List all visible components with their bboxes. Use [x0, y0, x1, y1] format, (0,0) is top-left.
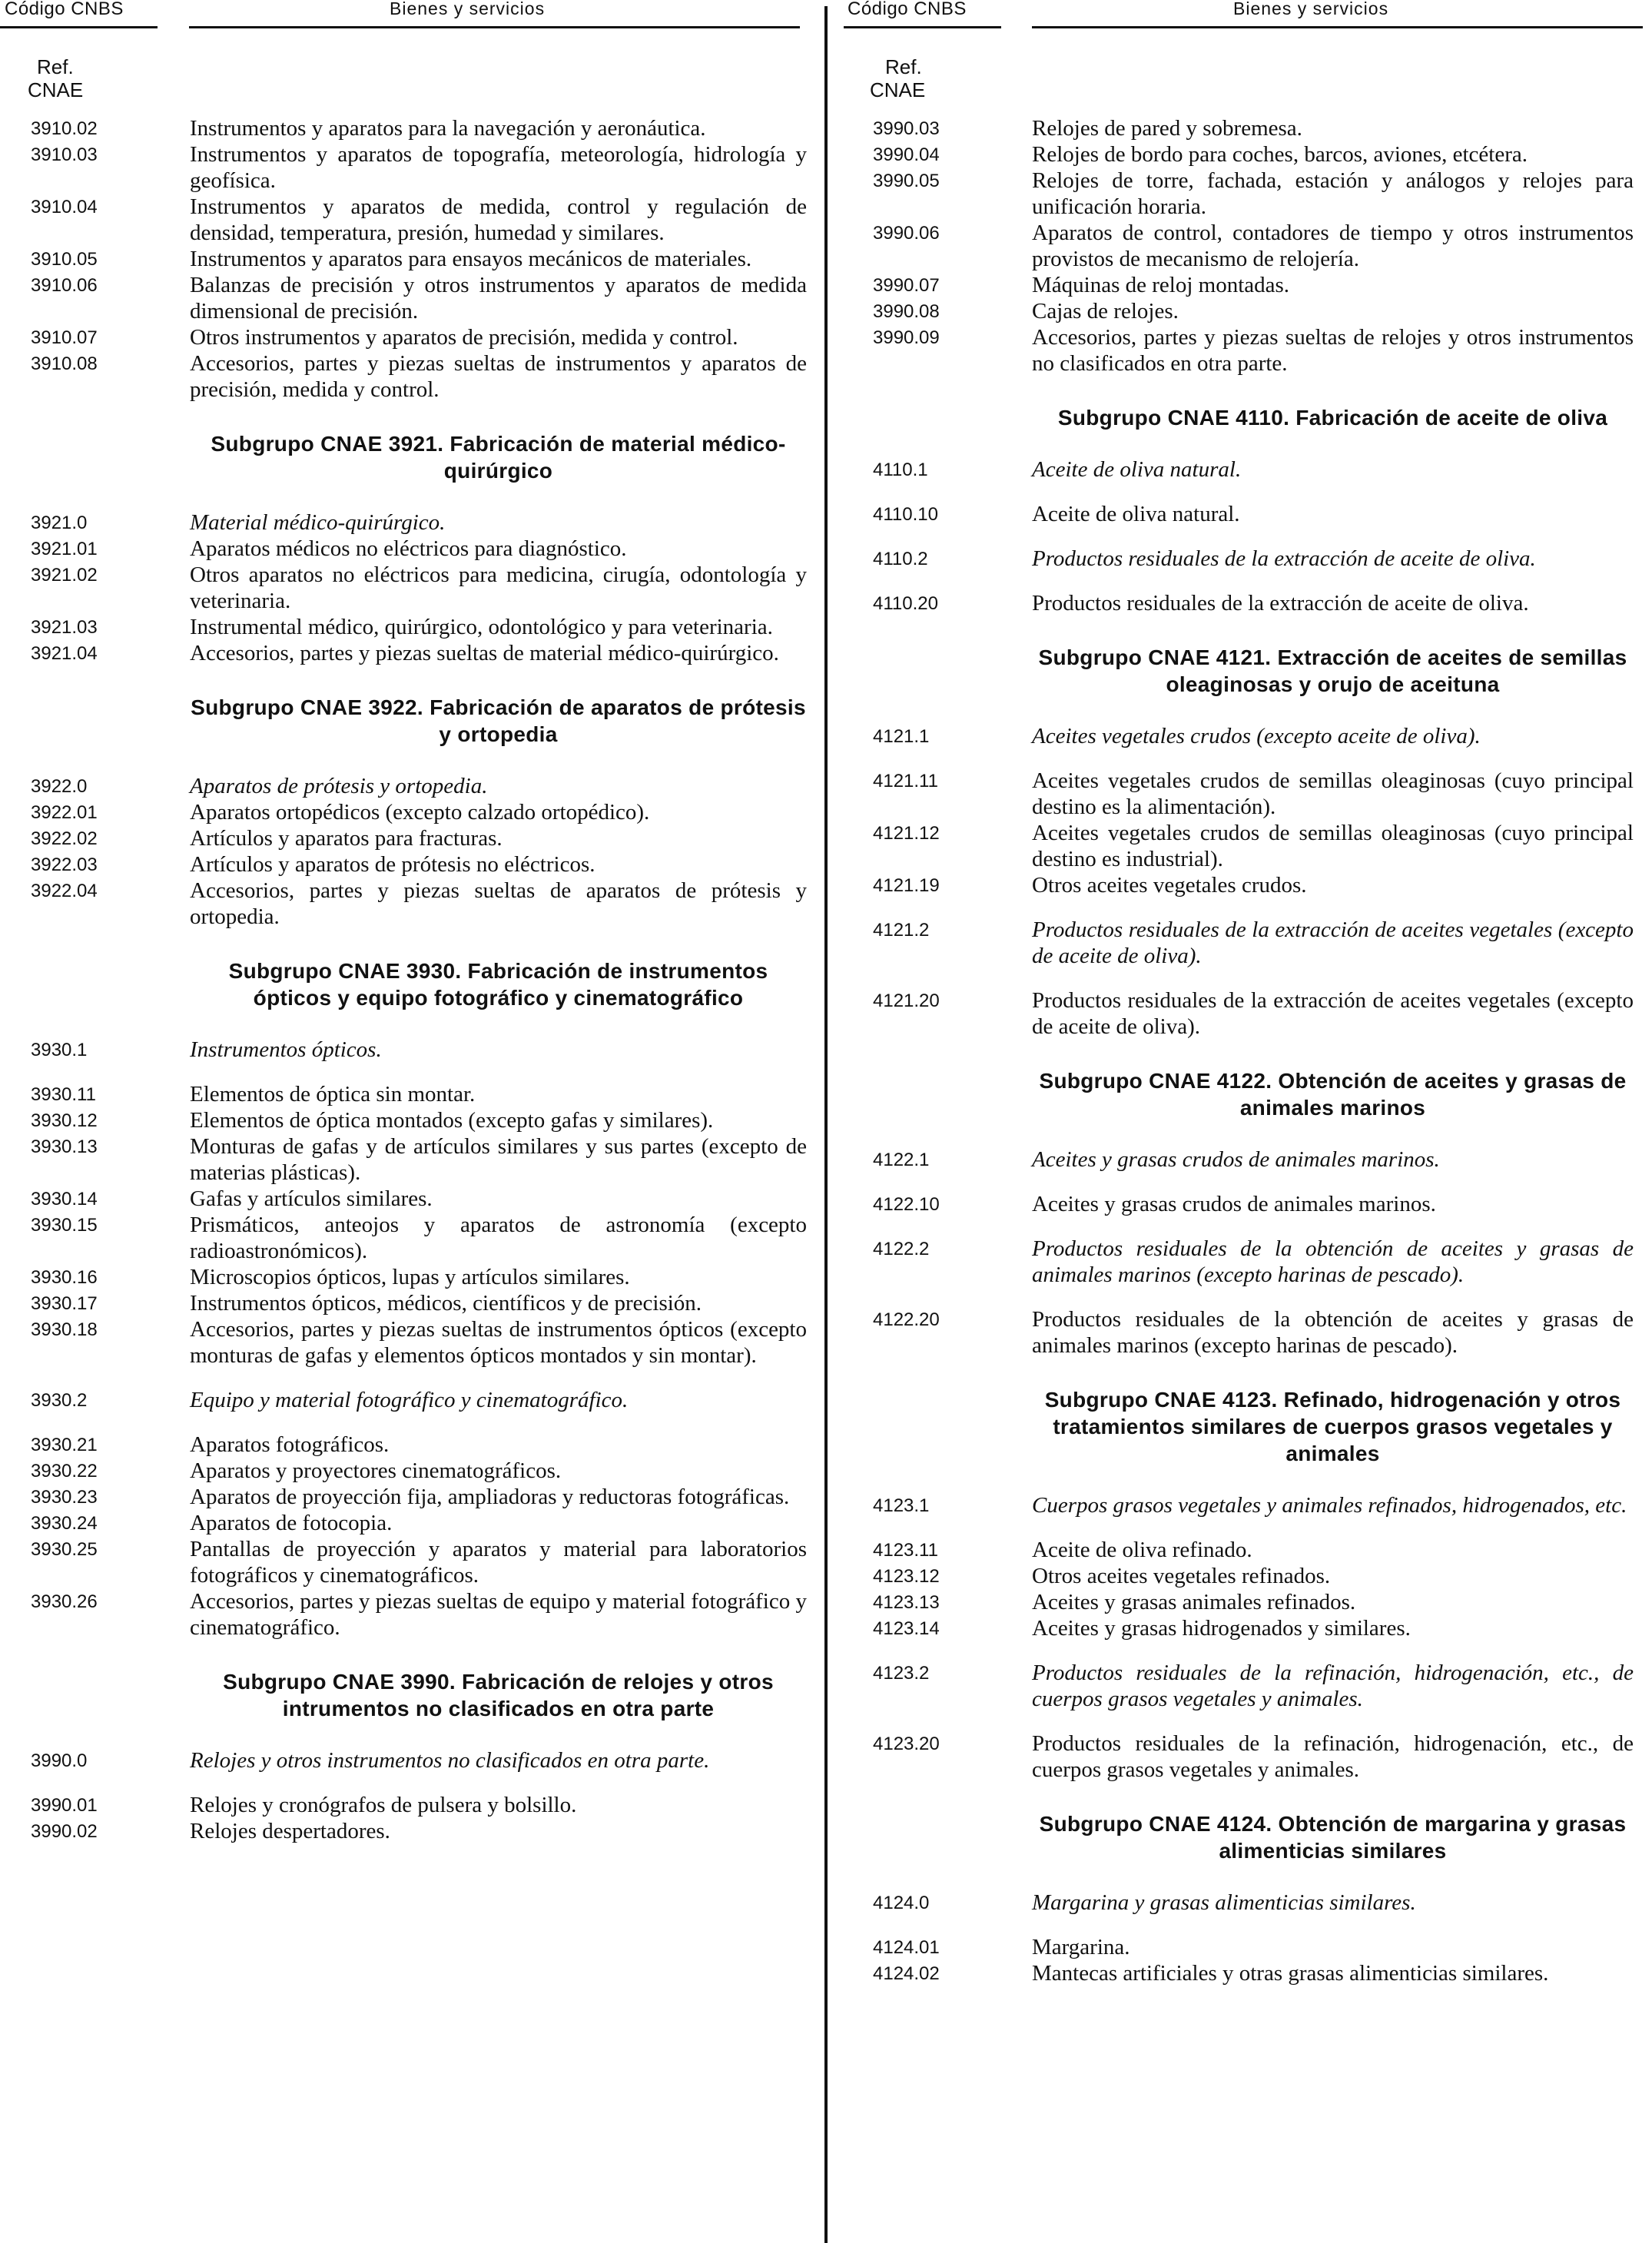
subgroup-heading: Subgrupo CNAE 4124. Obtención de margarina y grasas alimenticias similares	[1039, 1812, 1627, 1863]
entry-description: Instrumentos ópticos.	[190, 1037, 382, 1062]
catalog-entry	[873, 168, 1634, 220]
entry-code: 3910.02	[31, 118, 98, 139]
catalog-entry	[873, 456, 1634, 483]
entry-code: 3910.05	[31, 249, 98, 270]
spacer	[873, 1288, 1634, 1306]
entry-description: Cajas de relojes.	[1032, 299, 1179, 324]
column-header-goods: Bienes y servicios	[390, 0, 546, 18]
catalog-entry	[873, 1615, 1634, 1641]
catalog-entry	[873, 1660, 1634, 1712]
entry-code: 3930.12	[31, 1110, 98, 1131]
catalog-entry	[873, 115, 1634, 141]
catalog-entry	[873, 141, 1634, 168]
entry-description: Instrumentos ópticos, médicos, científicos y de precisión.	[190, 1291, 702, 1316]
catalog-entry	[31, 246, 807, 272]
entry-code: 3922.03	[31, 854, 98, 875]
catalog-entry	[873, 220, 1634, 272]
entry-description: Artículos y aparatos para fracturas.	[190, 826, 503, 851]
entry-description: Cuerpos grasos vegetales y animales refinados, hidrogenados, etc.	[1032, 1493, 1627, 1518]
entry-description: Productos residuales de la refinación, hidrogenación, etc., de cuerpos grasos vegetales y animales.	[1032, 1661, 1634, 1711]
ref-label: Ref.	[885, 55, 922, 78]
entry-code: 4121.20	[873, 990, 940, 1011]
entry-description: Margarina.	[1032, 1935, 1130, 1959]
entry-description: Accesorios, partes y piezas sueltas de material médico-quirúrgico.	[190, 641, 779, 665]
spacer	[31, 1369, 807, 1387]
entry-description: Aceites vegetales crudos (excepto aceite de oliva).	[1032, 724, 1481, 748]
entry-description: Instrumentos y aparatos para ensayos mecánicos de materiales.	[190, 247, 752, 271]
catalog-entry	[31, 878, 807, 930]
catalog-entry	[873, 324, 1634, 377]
entry-code: 3930.1	[31, 1040, 88, 1060]
entry-code: 3930.11	[31, 1084, 96, 1105]
catalog-entry	[31, 851, 807, 878]
catalog-entry	[873, 987, 1634, 1040]
entry-code: 4122.1	[873, 1150, 930, 1170]
entry-code: 4123.20	[873, 1734, 940, 1754]
entry-description: Relojes y otros instrumentos no clasificados en otra parte.	[190, 1748, 710, 1773]
column-header-code: Código CNBS	[5, 0, 124, 19]
entry-code: 3930.14	[31, 1189, 98, 1209]
entry-description: Gafas y artículos similares.	[190, 1186, 433, 1211]
column-header-goods: Bienes y servicios	[1233, 0, 1389, 18]
spacer	[31, 1063, 807, 1081]
entry-description: Relojes de pared y sobremesa.	[1032, 116, 1302, 141]
spacer	[873, 1916, 1634, 1934]
entry-description: Instrumentos y aparatos de topografía, meteorología, hidrología y geofísica.	[190, 142, 807, 193]
subgroup-heading: Subgrupo CNAE 3930. Fabricación de instrumentos ópticos y equipo fotográfico y cinematográfico	[228, 959, 768, 1010]
entry-description: Mantecas artificiales y otras grasas alimenticias similares.	[1032, 1961, 1549, 1986]
entry-description: Accesorios, partes y piezas sueltas de equipo y material fotográfico y cinematográfico.	[190, 1589, 807, 1640]
subgroup-heading: Subgrupo CNAE 4110. Fabricación de aceite de oliva	[1057, 406, 1608, 430]
entry-description: Margarina y grasas alimenticias similares.	[1032, 1890, 1416, 1915]
entry-description: Aceites y grasas crudos de animales marinos.	[1032, 1147, 1440, 1172]
catalog-entry	[873, 1146, 1634, 1173]
entry-code: 3930.2	[31, 1390, 88, 1411]
catalog-entry	[31, 1107, 807, 1133]
entry-code: 3930.26	[31, 1591, 98, 1612]
header-rule	[0, 26, 158, 28]
entry-description: Aceites y grasas crudos de animales marinos.	[1032, 1192, 1436, 1216]
entry-code: 3990.06	[873, 223, 940, 244]
spacer	[31, 1413, 807, 1432]
entry-description: Aparatos médicos no eléctricos para diagnóstico.	[190, 536, 627, 561]
right-column	[873, 115, 1634, 1986]
spacer	[873, 483, 1634, 501]
entry-code: 4123.11	[873, 1540, 938, 1561]
entry-description: Artículos y aparatos de prótesis no eléctricos.	[190, 852, 595, 877]
entry-code: 4123.14	[873, 1618, 940, 1639]
catalog-entry	[31, 272, 807, 324]
entry-code: 4123.12	[873, 1566, 940, 1587]
entry-description: Aceites y grasas hidrogenados y similares.	[1032, 1616, 1411, 1641]
entry-code: 4122.20	[873, 1309, 940, 1330]
spacer	[873, 749, 1634, 768]
ref-label: Ref.	[37, 55, 74, 78]
catalog-entry	[31, 1037, 807, 1063]
entry-description: Aceites vegetales crudos de semillas oleaginosas (cuyo principal destino es la alimentación).	[1032, 768, 1634, 819]
catalog-entry	[31, 350, 807, 403]
entry-code: 3990.0	[31, 1750, 88, 1771]
entry-code: 3990.08	[873, 301, 940, 322]
entry-code: 3990.07	[873, 275, 940, 296]
entry-description: Monturas de gafas y de artículos similares y sus partes (excepto de materias plásticas).	[190, 1134, 807, 1185]
spacer	[31, 1773, 807, 1792]
entry-code: 3930.13	[31, 1136, 98, 1157]
catalog-entry	[873, 1960, 1634, 1986]
catalog-entry	[31, 1290, 807, 1316]
catalog-entry	[31, 1264, 807, 1290]
entry-code: 3922.02	[31, 828, 98, 849]
entry-code: 4122.2	[873, 1239, 930, 1259]
entry-code: 4123.1	[873, 1495, 930, 1516]
catalog-entry	[31, 141, 807, 194]
catalog-entry	[873, 1563, 1634, 1589]
entry-description: Aparatos y proyectores cinematográficos.	[190, 1458, 562, 1483]
header-rule	[1032, 26, 1643, 28]
entry-code: 3990.02	[31, 1821, 98, 1842]
subgroup-heading: Subgrupo CNAE 3922. Fabricación de aparatos de prótesis y ortopedia	[191, 695, 806, 746]
catalog-entry	[31, 536, 807, 562]
entry-description: Otros aparatos no eléctricos para medicina, cirugía, odontología y veterinaria.	[190, 562, 807, 613]
entry-description: Productos residuales de la extracción de aceites vegetales (excepto de aceite de oliva).	[1032, 988, 1634, 1039]
header-rule	[844, 26, 1001, 28]
entry-description: Elementos de óptica sin montar.	[190, 1082, 476, 1107]
entry-code: 3930.23	[31, 1487, 98, 1508]
catalog-entry	[31, 562, 807, 614]
entry-code: 3930.18	[31, 1319, 98, 1340]
entry-description: Aceite de oliva natural.	[1032, 457, 1242, 482]
entry-code: 4121.2	[873, 920, 930, 941]
catalog-entry	[873, 1934, 1634, 1960]
entry-description: Aparatos de prótesis y ortopedia.	[190, 774, 488, 798]
catalog-entry	[31, 1458, 807, 1484]
entry-description: Productos residuales de la extracción de aceite de oliva.	[1032, 546, 1536, 571]
entry-code: 3990.03	[873, 118, 940, 139]
catalog-entry	[31, 1081, 807, 1107]
spacer	[873, 898, 1634, 917]
catalog-entry	[31, 194, 807, 246]
entry-code: 3990.05	[873, 171, 940, 191]
catalog-entry	[31, 1186, 807, 1212]
catalog-entry	[873, 1191, 1634, 1217]
entry-code: 3921.03	[31, 617, 98, 638]
subgroup-heading: Subgrupo CNAE 4122. Obtención de aceites y grasas de animales marinos	[1039, 1069, 1627, 1120]
entry-description: Productos residuales de la refinación, hidrogenación, etc., de cuerpos grasos vegetales y animales.	[1032, 1731, 1634, 1782]
entry-description: Instrumentos y aparatos para la navegación y aeronáutica.	[190, 116, 706, 141]
entry-description: Aparatos ortopédicos (excepto calzado ortopédico).	[190, 800, 650, 825]
entry-code: 3910.04	[31, 197, 98, 217]
cnae-label: CNAE	[870, 78, 926, 101]
column-header-code: Código CNBS	[848, 0, 967, 19]
entry-code: 3910.03	[31, 144, 98, 165]
entry-code: 4110.1	[873, 460, 928, 480]
catalog-entry	[873, 917, 1634, 969]
catalog-entry	[31, 1316, 807, 1369]
catalog-entry	[873, 1730, 1634, 1783]
entry-code: 3990.01	[31, 1795, 98, 1816]
catalog-entry	[873, 298, 1634, 324]
catalog-entry	[31, 1536, 807, 1588]
catalog-entry	[31, 1484, 807, 1510]
header-rule	[189, 26, 800, 28]
catalog-entry	[873, 1890, 1634, 1916]
catalog-entry	[31, 1588, 807, 1641]
entry-description: Otros instrumentos y aparatos de precisión, medida y control.	[190, 325, 738, 350]
spacer	[873, 1641, 1634, 1660]
entry-code: 3921.0	[31, 513, 88, 533]
entry-description: Aparatos de proyección fija, ampliadoras y reductoras fotográficas.	[190, 1485, 790, 1509]
entry-description: Productos residuales de la obtención de aceites y grasas de animales marinos (excepto harinas de pescado).	[1032, 1307, 1634, 1358]
entry-code: 4110.2	[873, 549, 928, 569]
entry-code: 3922.0	[31, 776, 88, 797]
catalog-entry	[873, 272, 1634, 298]
entry-code: 3921.01	[31, 539, 98, 559]
subgroup-heading: Subgrupo CNAE 3990. Fabricación de relojes y otros intrumentos no clasificados en otra parte	[223, 1670, 774, 1720]
spacer	[873, 1712, 1634, 1730]
entry-code: 4124.01	[873, 1937, 940, 1958]
ref-cnae-label	[28, 55, 83, 101]
left-column	[31, 115, 807, 1844]
entry-description: Productos residuales de la extracción de aceite de oliva.	[1032, 591, 1529, 615]
catalog-entry	[31, 1432, 807, 1458]
entry-description: Instrumentos y aparatos de medida, control y regulación de densidad, temperatura, presión, humedad y similares.	[190, 194, 807, 245]
entry-code: 3990.09	[873, 327, 940, 348]
entry-description: Prismáticos, anteojos y aparatos de astronomía (excepto radioastronómicos).	[190, 1213, 807, 1263]
entry-description: Accesorios, partes y piezas sueltas de relojes y otros instrumentos no clasificados en otra parte.	[1032, 325, 1634, 376]
column-divider	[824, 6, 828, 2243]
catalog-entry	[31, 115, 807, 141]
spacer	[873, 1518, 1634, 1537]
entry-description: Material médico-quirúrgico.	[190, 510, 446, 535]
entry-code: 3921.02	[31, 565, 98, 586]
entry-code: 3930.16	[31, 1267, 98, 1288]
entry-code: 3930.25	[31, 1539, 98, 1560]
entry-code: 4123.13	[873, 1592, 940, 1613]
entry-code: 3922.01	[31, 802, 98, 823]
entry-description: Aceite de oliva natural.	[1032, 502, 1240, 526]
catalog-entry	[31, 509, 807, 536]
entry-code: 3930.15	[31, 1215, 98, 1236]
entry-description: Otros aceites vegetales refinados.	[1032, 1564, 1331, 1588]
entry-description: Productos residuales de la obtención de aceites y grasas de animales marinos (excepto harinas de pescado).	[1032, 1236, 1634, 1287]
catalog-entry	[873, 1492, 1634, 1518]
spacer	[873, 969, 1634, 987]
catalog-entry	[873, 820, 1634, 872]
subgroup-heading: Subgrupo CNAE 3921. Fabricación de material médico-quirúrgico	[211, 432, 786, 483]
catalog-entry	[873, 1537, 1634, 1563]
entry-code: 4124.02	[873, 1963, 940, 1984]
catalog-entry	[873, 546, 1634, 572]
entry-description: Equipo y material fotográfico y cinematográfico.	[190, 1388, 629, 1412]
entry-code: 3930.21	[31, 1435, 98, 1455]
entry-description: Aparatos de control, contadores de tiempo y otros instrumentos provistos de mecanismo de relojería.	[1032, 221, 1634, 271]
entry-description: Accesorios, partes y piezas sueltas de aparatos de prótesis y ortopedia.	[190, 878, 807, 929]
catalog-entry	[873, 501, 1634, 527]
catalog-entry	[31, 1747, 807, 1773]
entry-code: 3930.24	[31, 1513, 98, 1534]
spacer	[873, 527, 1634, 546]
entry-code: 4110.10	[873, 504, 938, 525]
entry-description: Balanzas de precisión y otros instrumentos y aparatos de medida dimensional de precisión.	[190, 273, 807, 324]
entry-code: 4121.12	[873, 823, 940, 844]
spacer	[873, 1217, 1634, 1236]
entry-code: 3921.04	[31, 643, 98, 664]
ref-cnae-label	[870, 55, 925, 101]
catalog-entry	[873, 1306, 1634, 1359]
entry-description: Aparatos fotográficos.	[190, 1432, 390, 1457]
entry-description: Accesorios, partes y piezas sueltas de instrumentos y aparatos de precisión, medida y control.	[190, 351, 807, 402]
entry-code: 3930.17	[31, 1293, 98, 1314]
entry-code: 4121.11	[873, 771, 938, 791]
cnae-label: CNAE	[28, 78, 84, 101]
entry-code: 3910.06	[31, 275, 98, 296]
catalog-entry	[31, 614, 807, 640]
entry-code: 4122.10	[873, 1194, 940, 1215]
catalog-entry	[873, 1589, 1634, 1615]
entry-description: Otros aceites vegetales crudos.	[1032, 873, 1307, 898]
entry-code: 4121.19	[873, 875, 940, 896]
spacer	[873, 1173, 1634, 1191]
entry-description: Accesorios, partes y piezas sueltas de instrumentos ópticos (excepto monturas de gafas y elementos ópticos montados y sin montar).	[190, 1317, 807, 1368]
catalog-entry	[873, 723, 1634, 749]
entry-description: Instrumental médico, quirúrgico, odontológico y para veterinaria.	[190, 615, 773, 639]
entry-description: Relojes y cronógrafos de pulsera y bolsillo.	[190, 1793, 577, 1817]
entry-description: Aceite de oliva refinado.	[1032, 1538, 1252, 1562]
entry-description: Relojes de torre, fachada, estación y análogos y relojes para unificación horaria.	[1032, 168, 1634, 219]
subgroup-heading: Subgrupo CNAE 4123. Refinado, hidrogenación y otros tratamientos similares de cuerpos grasos vegetales y animales	[1044, 1388, 1621, 1465]
catalog-entry	[31, 799, 807, 825]
catalog-entry	[31, 825, 807, 851]
catalog-entry	[31, 1387, 807, 1413]
entry-description: Aceites vegetales crudos de semillas oleaginosas (cuyo principal destino es industrial).	[1032, 821, 1634, 871]
entry-description: Relojes de bordo para coches, barcos, aviones, etcétera.	[1032, 142, 1528, 167]
entry-description: Aceites y grasas animales refinados.	[1032, 1590, 1356, 1614]
catalog-entry	[31, 1212, 807, 1264]
entry-code: 3910.08	[31, 353, 98, 374]
entry-code: 3922.04	[31, 881, 98, 901]
catalog-entry	[31, 773, 807, 799]
catalog-entry	[31, 1510, 807, 1536]
entry-description: Microscopios ópticos, lupas y artículos similares.	[190, 1265, 630, 1289]
entry-description: Máquinas de reloj montadas.	[1032, 273, 1290, 297]
entry-description: Aparatos de fotocopia.	[190, 1511, 393, 1535]
subgroup-heading: Subgrupo CNAE 4121. Extracción de aceites de semillas oleaginosas y orujo de aceituna	[1038, 645, 1627, 696]
entry-code: 3910.07	[31, 327, 98, 348]
catalog-entry	[31, 1792, 807, 1818]
spacer	[873, 572, 1634, 590]
entry-code: 4123.2	[873, 1663, 930, 1684]
catalog-entry	[31, 640, 807, 666]
entry-code: 4121.1	[873, 726, 930, 747]
catalog-entry	[873, 1236, 1634, 1288]
catalog-entry	[873, 768, 1634, 820]
catalog-entry	[873, 872, 1634, 898]
entry-description: Productos residuales de la extracción de aceites vegetales (excepto de aceite de oliva).	[1032, 917, 1634, 968]
catalog-entry	[873, 590, 1634, 616]
catalog-entry	[31, 324, 807, 350]
entry-code: 4124.0	[873, 1893, 930, 1913]
entry-description: Elementos de óptica montados (excepto gafas y similares).	[190, 1108, 714, 1133]
catalog-entry	[31, 1133, 807, 1186]
catalog-entry	[31, 1818, 807, 1844]
entry-description: Pantallas de proyección y aparatos y material para laboratorios fotográficos y cinematográficos.	[190, 1537, 807, 1588]
entry-code: 3930.22	[31, 1461, 98, 1482]
entry-description: Relojes despertadores.	[190, 1819, 390, 1843]
entry-code: 3990.04	[873, 144, 940, 165]
entry-code: 4110.20	[873, 593, 938, 614]
